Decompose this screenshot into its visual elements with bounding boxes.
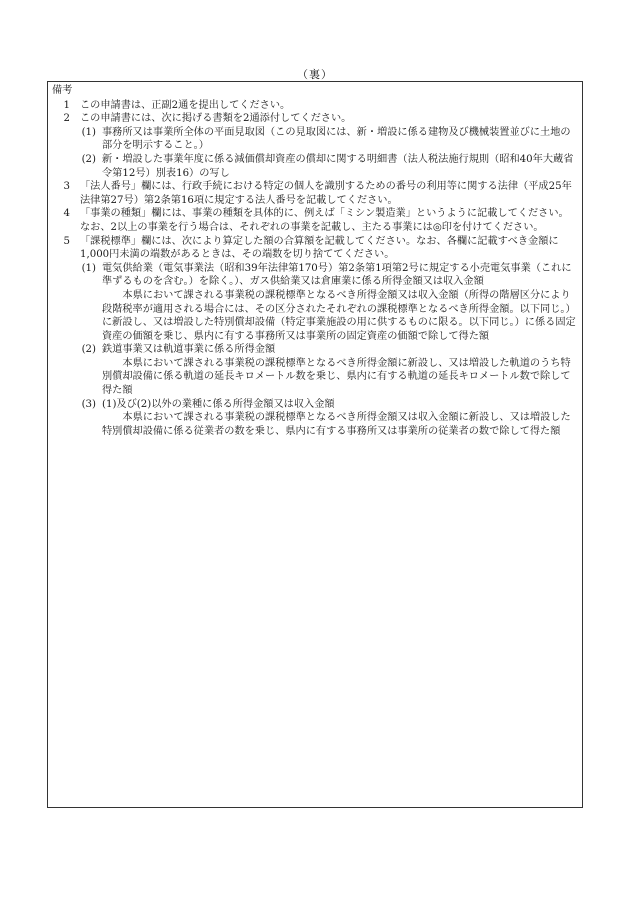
subitem-body-5-3: 本県において課される事業税の課税標準となるべき所得金額又は収入金額に新設し、又は増設した特別償却設備に係る従業者の数を乗じ、県内に有する事務所又は事業所の従業者の数で除して得た額 — [102, 412, 571, 437]
subitem-number: (2) — [81, 153, 96, 165]
notes-title: 備考 — [52, 85, 73, 96]
subitem-body-5-2: 本県において課される事業税の課税標準となるべき所得金額に新設し、又は増設した軌道のうち特別償却設備に係る軌道の延長キロメートル数を乗じ、県内に有する軌道の延長キロメートル数で除して得た額 — [102, 357, 571, 397]
note-subitem-2-2 — [52, 153, 576, 180]
notes-box — [47, 81, 583, 808]
note-text: 「事業の種類」欄には、事業の種類を具体的に、例えば「ミシン製造業」というように記載してください。なお、2以上の事業を行う場合は、それぞれの事業を記載し、主たる事業には◎印を付けてください。 — [80, 208, 569, 233]
note-text: この申請書には、次に掲げる書類を2通添付してください。 — [80, 113, 352, 125]
note-subitem-2-1 — [52, 126, 576, 153]
subitem-number: (1) — [81, 262, 96, 274]
note-subitem-5-1 — [52, 262, 576, 289]
note-text: 「課税標準」欄には、次により算定した額の合算額を記載してください。なお、各欄に記載すべき金額に1,000円未満の端数があるときは、その端数を切り捨ててください。 — [80, 235, 559, 261]
subitem-text: 鉄道事業又は軌道事業に係る所得金額 — [102, 344, 276, 356]
subitem-number: (1) — [81, 126, 96, 138]
note-number: 4 — [63, 208, 70, 220]
subitem-body-5-1: 本県において課される事業税の課税標準となるべき所得金額又は収入金額（所得の階層区分により段階税率が適用される場合には、その区分されたそれぞれの課税標準となるべき所得金額。以下同じ。）に新設し、又は増設した特別償却設備（特定事業施設の用に供するものに限る。以下同じ。）に係る固定資産の価額を乗じ、県内に有する事務所又は事業所の固定資産の価額で除して得た額 — [102, 289, 576, 342]
page-side-label: （裏） — [297, 68, 333, 81]
note-subitem-5-2 — [52, 343, 576, 357]
note-item-3 — [52, 180, 576, 207]
note-item-4 — [52, 207, 576, 234]
note-item-2 — [52, 112, 576, 126]
subitem-text: 新・増設した事業年度に係る減価償却資産の償却に関する明細書（法人税法施行規則（昭和40年大蔵省令第12号）別表16）の写し — [102, 153, 574, 179]
note-number: 3 — [63, 181, 70, 193]
note-item-5 — [52, 235, 576, 262]
subitem-number: (3) — [81, 398, 96, 410]
note-number: 1 — [63, 99, 70, 111]
subitem-text: 電気供給業（電気事業法（昭和39年法律第170号）第2条第1項第2号に規定する小売電気事業（これに準ずるものを含む。）を除く。）、ガス供給業又は倉庫業に係る所得金額又は収入金額 — [102, 262, 572, 288]
note-number: 2 — [63, 113, 70, 125]
note-number: 5 — [63, 235, 70, 247]
subitem-number: (2) — [81, 344, 96, 356]
note-text: この申請書は、正副2通を提出してください。 — [80, 99, 291, 111]
note-subitem-5-3 — [52, 398, 576, 412]
subitem-text: (1)及び(2)以外の業種に係る所得金額又は収入金額 — [102, 398, 335, 410]
note-item-1 — [52, 99, 576, 113]
subitem-text: 事務所又は事業所全体の平面見取図（この見取図には、新・増設に係る建物及び機械装置並びに土地の部分を明示すること。） — [102, 126, 571, 152]
note-text: 「法人番号」欄には、行政手続における特定の個人を識別するための番号の利用等に関する法律（平成25年法律第27号）第2条第16項に規定する法人番号を記載してください。 — [80, 181, 572, 206]
